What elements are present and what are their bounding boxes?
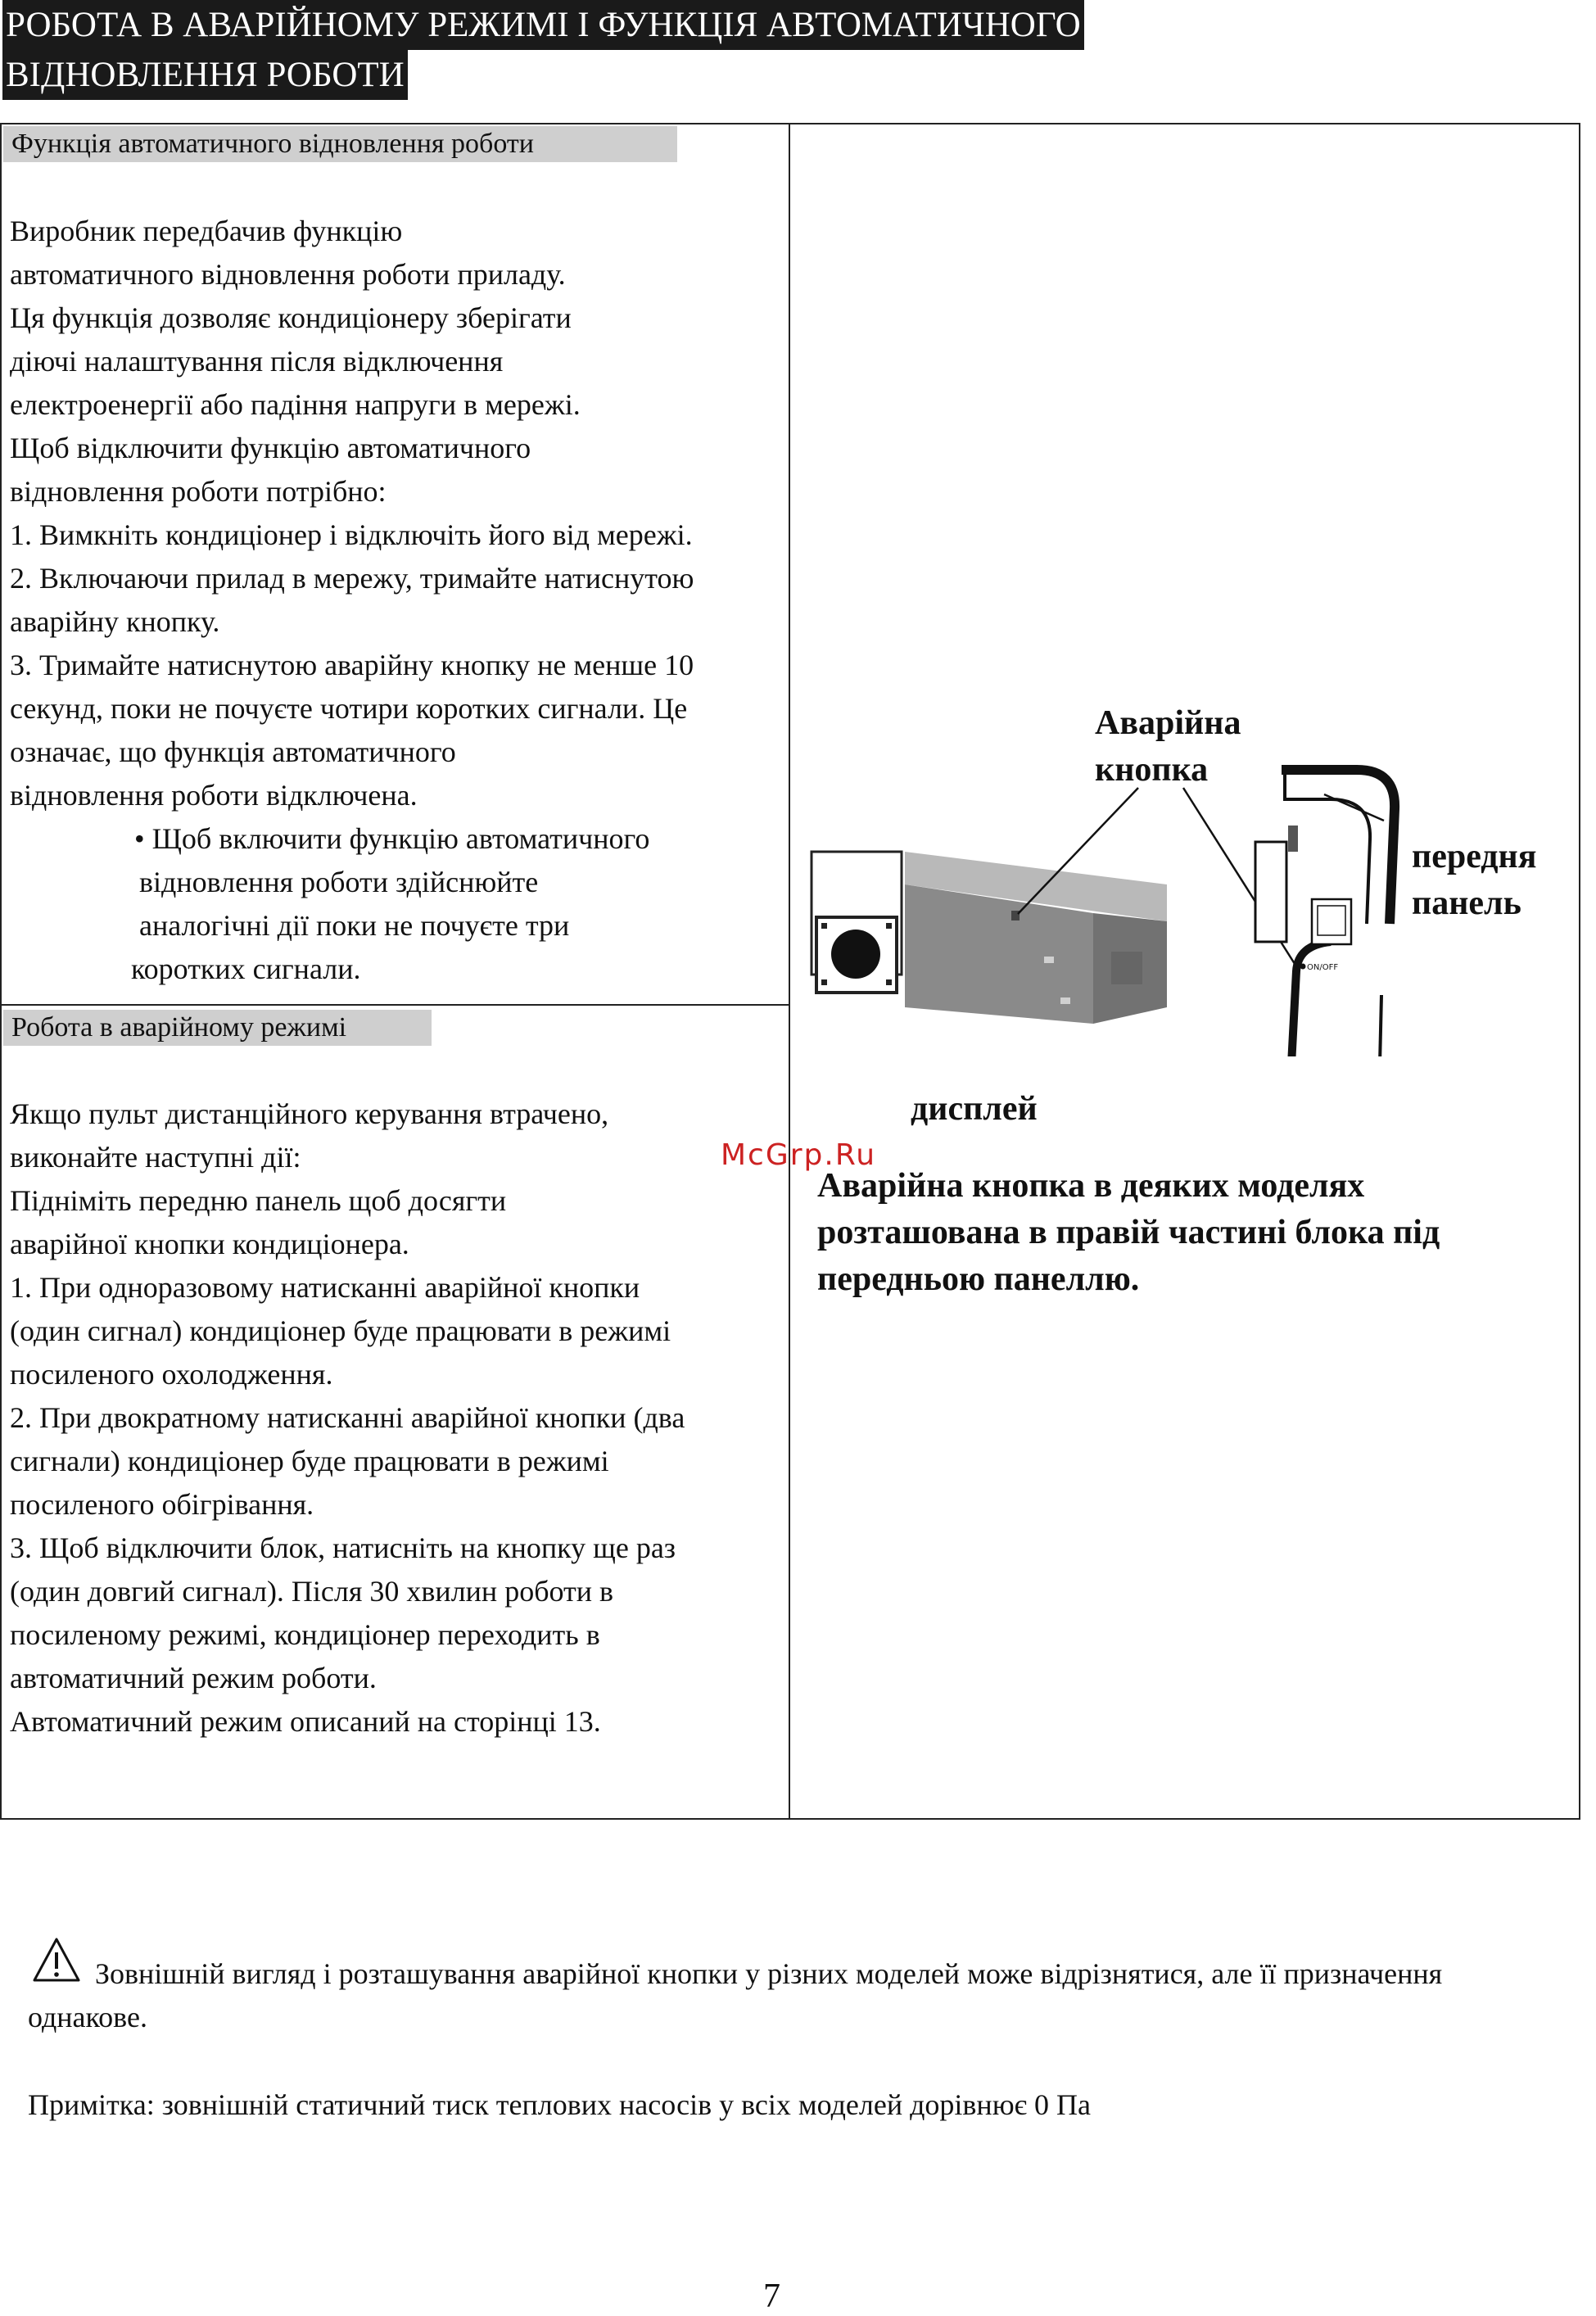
text-line: аварійної кнопки кондиціонера. <box>10 1228 409 1260</box>
text-line: 1. При одноразовому натисканні аварійної кнопки <box>10 1271 640 1304</box>
text-line: Автоматичний режим описаний на сторінці 13. <box>10 1705 601 1738</box>
figure-caption-line-1: Аварійна кнопка в деяких моделях <box>817 1167 1365 1205</box>
unit-display-slot <box>1111 952 1142 984</box>
text-line: (один сигнал) кондиціонер буде працювати в режимі <box>10 1314 671 1347</box>
text-line: 2. При двократному натисканні аварійної кнопки (два <box>10 1401 685 1434</box>
section-auto-restart-text <box>10 210 694 991</box>
emergency-button-closeup <box>831 930 880 979</box>
text-line: відновлення роботи відключена. <box>10 779 418 812</box>
figure-caption-line-2: розташована в правій частині блока під <box>817 1214 1440 1251</box>
label-emergency-button-1: Аварійна <box>1095 704 1241 742</box>
text-line: посиленого охолодження. <box>10 1358 333 1391</box>
remark-note: Примітка: зовнішній статичний тиск теплових насосів у всіх моделей дорівнює 0 Па <box>28 2088 1092 2121</box>
bullet-line: коротких сигнали. <box>131 952 361 985</box>
text-line: автоматичний режим роботи. <box>10 1662 377 1694</box>
text-line: Виробник передбачив функцію <box>10 215 403 247</box>
label-front-panel-1: передня <box>1412 838 1537 875</box>
table-row-divider <box>0 1004 789 1006</box>
screw <box>821 979 827 985</box>
warning-note-line-1: Зовнішній вигляд і розташування аварійної кнопки у різних моделей може відрізнятися, але її призначення <box>95 1957 1443 1990</box>
warning-note-line-2: однакове. <box>28 2001 147 2033</box>
bullet-line: аналогічні дії поки не почуєте три <box>139 909 570 942</box>
text-line: Підніміть передню панель щоб досягти <box>10 1184 507 1217</box>
indoor-unit-cover <box>1255 842 1286 942</box>
screw <box>821 923 827 929</box>
text-line: Якщо пульт дистанційного керування втрачено, <box>10 1097 609 1130</box>
text-line: виконайте наступні дії: <box>10 1141 301 1174</box>
watermark: McGrp.Ru <box>721 1138 877 1172</box>
bullet-line: • Щоб включити функцію автоматичного <box>134 822 650 855</box>
text-line: 3. Щоб відключити блок, натисніть на кнопку ще раз <box>10 1531 676 1564</box>
screw <box>886 979 892 985</box>
text-line: 2. Включаючи прилад в мережу, тримайте натиснутою <box>10 562 694 595</box>
table-column-divider <box>789 123 790 1818</box>
text-line: сигнали) кондиціонер буде працювати в режимі <box>10 1445 609 1477</box>
unit-led <box>1060 997 1070 1004</box>
onoff-button <box>1300 964 1306 970</box>
text-line: секунд, поки не почуєте чотири коротких сигнали. Це <box>10 692 688 725</box>
warning-icon <box>31 1936 82 1984</box>
onoff-label: ON/OFF <box>1307 963 1339 972</box>
text-line: означає, що функція автоматичного <box>10 735 456 768</box>
text-line: 3. Тримайте натиснутою аварійну кнопку не менше 10 <box>10 649 694 681</box>
text-line: Щоб відключити функцію автоматичного <box>10 432 531 464</box>
text-line: електроенергії або падіння напруги в мережі. <box>10 388 581 421</box>
indoor-unit-tab <box>1288 826 1298 852</box>
text-line: автоматичного відновлення роботи приладу. <box>10 258 566 291</box>
indoor-unit-lower <box>1291 942 1331 1056</box>
section-emergency-title: Робота в аварійному режимі <box>3 1010 432 1046</box>
screw <box>886 923 892 929</box>
text-line: 1. Вимкніть кондиціонер і відключіть його від мережі. <box>10 518 693 551</box>
label-front-panel-2: панель <box>1412 884 1521 922</box>
text-line: відновлення роботи потрібно: <box>10 475 387 508</box>
label-display: дисплей <box>911 1090 1038 1128</box>
page-title-line-1: РОБОТА В АВАРІЙНОМУ РЕЖИМІ І ФУНКЦІЯ АВТОМАТИЧНОГО <box>2 0 1084 50</box>
bullet-line: відновлення роботи здійснюйте <box>139 866 539 898</box>
text-line: посиленому режимі, кондиціонер переходить в <box>10 1618 600 1651</box>
text-line: діючі налаштування після відключення <box>10 345 504 378</box>
text-line: (один довгий сигнал). Після 30 хвилин роботи в <box>10 1575 614 1608</box>
text-line: Ця функція дозволяє кондиціонеру зберігати <box>10 301 572 334</box>
section-auto-restart-title: Функція автоматичного відновлення роботи <box>3 126 677 162</box>
text-line: посиленого обігрівання. <box>10 1488 314 1521</box>
unit-led <box>1044 957 1054 963</box>
page-number: 7 <box>763 2278 780 2315</box>
figure-caption-line-3: передньою панеллю. <box>817 1260 1140 1298</box>
indoor-unit-edge <box>1380 995 1381 1056</box>
section-emergency-text <box>10 1092 685 1744</box>
label-emergency-button-2: кнопка <box>1095 751 1209 789</box>
page-title-line-2: ВІДНОВЛЕННЯ РОБОТИ <box>2 50 408 100</box>
text-line: аварійну кнопку. <box>10 605 220 638</box>
